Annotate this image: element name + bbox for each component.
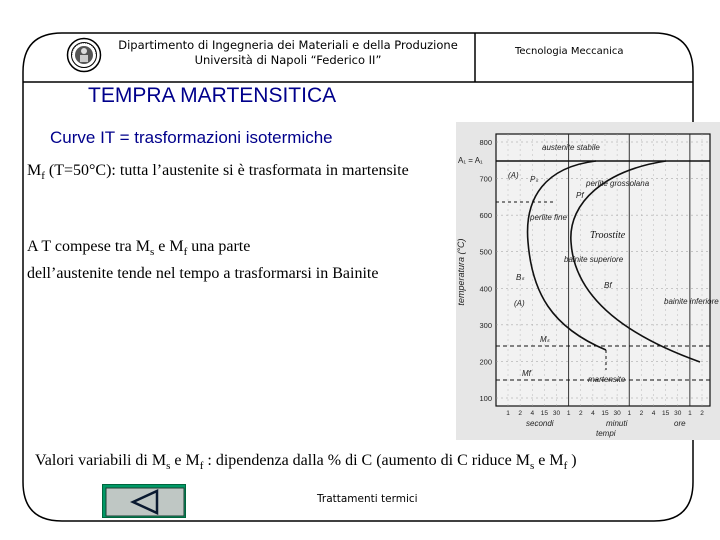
line2-text-a: A T compese tra M (27, 238, 150, 255)
line3-text-e: ) (567, 452, 577, 469)
x-tick-label: 2 (578, 410, 583, 417)
x-axis-label: tempi (596, 429, 616, 438)
label-ps: Pₛ (530, 175, 539, 184)
y-tick-label: 200 (479, 357, 492, 367)
y-tick-label: 300 (479, 320, 492, 330)
line2-text-b: e M (154, 238, 184, 255)
line2-row-1 (27, 236, 378, 263)
line2-row-2: dell’austenite tende nel tempo a trasformarsi in Bainite (27, 265, 379, 283)
label-bainite-superiore: bainite superiore (564, 255, 624, 264)
institution-line-1: Dipartimento di Ingegneria dei Materiali e della Produzione (118, 38, 458, 52)
x-tick-label: 15 (540, 410, 548, 417)
label-perlite-grossolana: perlite grossolana (586, 179, 650, 188)
x-tick-label: 1 (566, 410, 571, 417)
line3-sub-4: f (563, 460, 568, 473)
y-tick-label: 400 (479, 284, 492, 294)
x-tick-label: 30 (674, 410, 682, 417)
y-tick-label: 800 (479, 138, 492, 147)
label-austenite: austenite stabile (542, 143, 600, 152)
x-tick-label: 2 (518, 410, 522, 417)
university-seal-icon (66, 37, 102, 73)
department-name: Tecnologia Meccanica (515, 46, 624, 57)
y-axis-label: temperatura (°C) (456, 238, 466, 306)
label-a1: A₁ = A₁ (458, 156, 483, 165)
institution-name (98, 38, 478, 68)
label-mf: Mf (522, 369, 531, 378)
label-troostite: Troostite (590, 230, 626, 241)
institution-line-2: Università di Napoli “Federico II” (194, 53, 382, 67)
x-unit-seconds: secondi (526, 419, 554, 428)
ttt-diagram (456, 122, 720, 440)
x-tick-label: 4 (591, 410, 595, 417)
slide-subtitle: Curve IT = trasformazioni isotermiche (50, 128, 333, 147)
x-tick-label: 1 (506, 410, 510, 417)
x-tick-label: 2 (700, 410, 704, 417)
y-tick-label: 700 (479, 174, 492, 184)
line2-sub-2: f (183, 246, 188, 259)
label-ms: Mₛ (540, 335, 550, 344)
back-button[interactable] (102, 484, 186, 518)
line3-sub-1: s (166, 460, 171, 473)
line1-sub: f (41, 170, 45, 183)
x-tick-label: 1 (627, 410, 632, 417)
label-bs: Bₛ (516, 273, 525, 282)
x-tick-label: 15 (662, 410, 670, 417)
x-tick-label: 1 (688, 410, 692, 417)
label-a-region: (A) (508, 171, 519, 180)
line3-text-b: e M (170, 452, 200, 469)
line3-sub-3: s (529, 460, 535, 473)
back-arrow-icon (103, 485, 187, 519)
label-bf: Bf (604, 281, 612, 290)
line3-text-a: Valori variabili di M (35, 452, 167, 469)
text-line-bainite (27, 236, 378, 285)
text-line-carbon (35, 452, 577, 472)
label-pf: Pf (576, 191, 584, 200)
x-tick-label: 30 (552, 410, 561, 417)
footer-label: Trattamenti termici (317, 493, 418, 505)
y-tick-label: 600 (479, 211, 492, 221)
line1-text-b: (T=50°C): tutta l’austenite si è trasformata in martensite (44, 162, 409, 179)
label-a-region-2: (A) (514, 299, 525, 308)
line3-text-d: e M (534, 452, 564, 469)
x-tick-label: 4 (530, 410, 535, 417)
line2-sub-1: s (149, 246, 155, 259)
y-tick-label: 500 (479, 247, 492, 257)
x-unit-minutes: minuti (606, 419, 628, 428)
x-tick-label: 15 (601, 410, 609, 417)
label-martensite: martensite (588, 375, 626, 384)
line1-text-a: M (27, 162, 42, 179)
line2-text-c: una parte (187, 238, 251, 255)
line3-sub-2: f (199, 460, 204, 473)
y-tick-label: 100 (479, 394, 492, 403)
x-unit-hours: ore (674, 419, 686, 428)
line3-text-c: : dipendenza dalla % di C (aumento di C riduce M (203, 452, 530, 469)
label-perlite-fine: perlite fine (530, 213, 567, 222)
text-line-mf (27, 162, 409, 182)
label-bainite-inferiore: bainite inferiore (664, 297, 719, 306)
x-tick-label: 2 (639, 410, 644, 417)
slide-title: TEMPRA MARTENSITICA (88, 84, 337, 107)
x-tick-label: 4 (651, 410, 656, 417)
x-tick-label: 30 (613, 410, 621, 417)
